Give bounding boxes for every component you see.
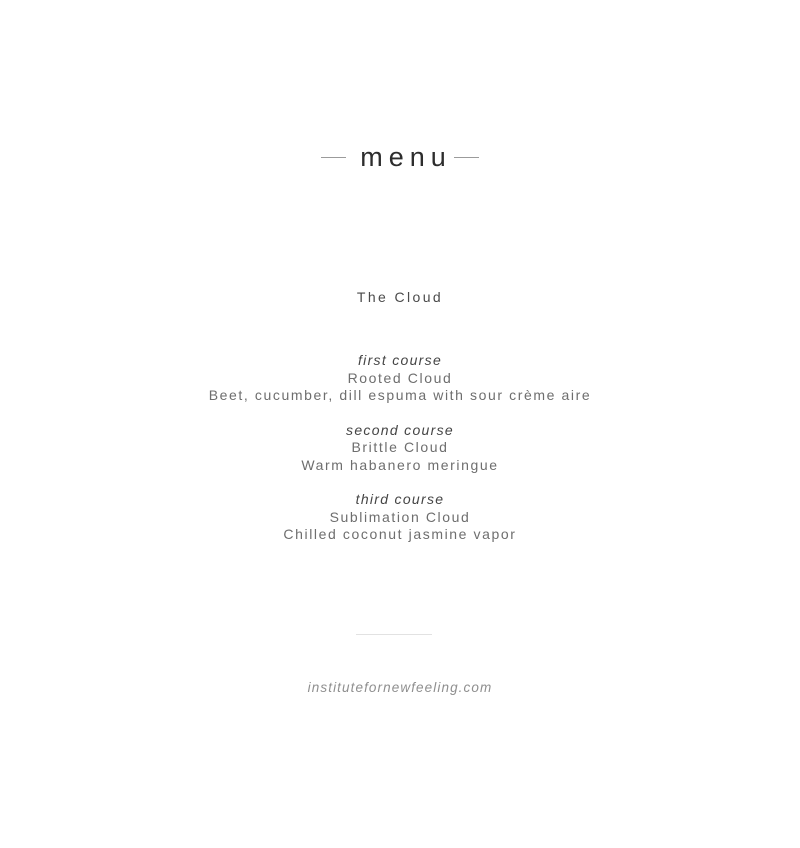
course-label: third course (355, 491, 445, 507)
course-list (0, 352, 800, 561)
dish-description: Chilled coconut jasmine vapor (283, 526, 517, 542)
menu-title-row (0, 142, 800, 173)
dish-name: Brittle Cloud (351, 439, 449, 455)
dish-name: Sublimation Cloud (329, 508, 471, 525)
course-label: second course (346, 421, 454, 438)
footer-website-link[interactable]: institutefornewfeeling.com (307, 680, 493, 695)
course-section-third (0, 491, 800, 544)
title-left-dash (321, 157, 346, 159)
dish-description: Beet, cucumber, dill espuma with sour crème aire (208, 387, 592, 403)
title-right-dash (454, 157, 479, 159)
course-section-first (0, 352, 800, 405)
restaurant-name: The Cloud (356, 289, 444, 305)
course-section-second (0, 422, 800, 475)
footer-divider (356, 634, 432, 635)
course-label: first course (357, 352, 443, 368)
dish-name: Rooted Cloud (347, 369, 453, 386)
page-title: menu (360, 142, 452, 172)
dish-description: Warm habanero meringue (301, 456, 499, 473)
